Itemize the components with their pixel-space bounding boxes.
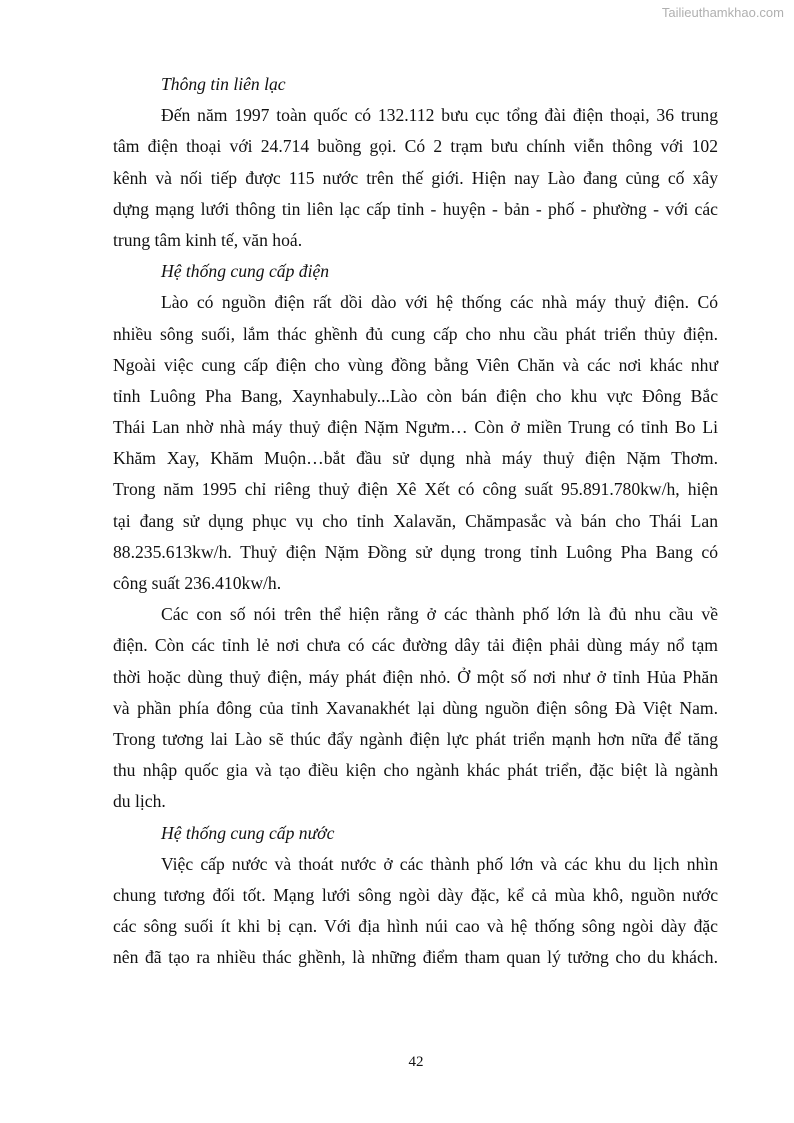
text-line: trung tâm kinh tế, văn hoá. [113,229,303,250]
text-line: điện. Còn các tỉnh lẻ nơi chưa có các đường dây tải điện phải dùng máy nổ tạm [113,635,718,656]
text-line: nên đã tạo ra nhiều thác ghềnh, là những điểm tham quan lý tưởng cho du khách. [113,947,718,968]
text-line: chung tương đối tốt. Mạng lưới sông ngòi dày đặc, kể cả mùa khô, nguồn nước [113,884,718,905]
paragraph [113,849,718,974]
paragraph [113,100,718,256]
text-line: Lào có nguồn điện rất dồi dào với hệ thống các nhà máy thuỷ điện. Có [161,292,718,313]
text-line: Việc cấp nước và thoát nước ở các thành phố lớn và các khu du lịch nhìn [161,853,718,874]
text-line: Đến năm 1997 toàn quốc có 132.112 bưu cục tổng đài điện thoại, 36 trung [161,105,718,126]
text-line: và phần phía đông của tỉnh Xavanakhét lại dùng nguồn điện sông Đà Việt Nam. [113,697,718,718]
text-line: thời hoặc dùng thuỷ điện, máy phát điện nhỏ. Ở một số nơi như ở tỉnh Hủa Phăn [113,666,718,687]
section-heading: Hệ thống cung cấp nước [161,822,335,843]
text-line: tại đang sử dụng phục vụ cho tỉnh Xalavăn, Chămpasắc và bán cho Thái Lan [113,510,718,531]
text-line: du lịch. [113,791,166,812]
text-line: Khăm Xay, Khăm Muộn…bắt đầu sử dụng nhà máy thuỷ điện Nặm Thơm. [113,448,718,469]
text-line: tỉnh Luông Pha Bang, Xaynhabuly...Lào còn bán điện cho khu vực Đông Bắc [113,385,718,406]
text-line: dựng mạng lưới thông tin liên lạc cấp tỉnh - huyện - bản - phố - phường - với các [113,198,718,219]
text-line: thu nhập quốc gia và tạo điều kiện cho ngành khác phát triển, đặc biệt là ngành [113,760,718,781]
document-body [113,69,718,973]
section-heading: Thông tin liên lạc [161,74,286,94]
text-line: tâm điện thoại với 24.714 buồng gọi. Có 2 trạm bưu chính viễn thông với 102 [113,136,718,157]
paragraph [113,599,718,817]
text-line: các sông suối ít khi bị cạn. Với địa hình núi cao và hệ thống sông ngòi dày đặc [113,916,718,937]
text-line: Các con số nói trên thể hiện rằng ở các thành phố lớn là đủ nhu cầu về [161,604,718,625]
text-line: Trong năm 1995 chỉ riêng thuỷ điện Xê Xết có công suất 95.891.780kw/h, hiện [113,479,718,500]
text-line: công suất 236.410kw/h. [113,573,282,593]
text-line: Thái Lan nhờ nhà máy thuỷ điện Nặm Ngưm… Còn ở miền Trung có tỉnh Bo Li [113,417,718,438]
watermark: Tailieuthamkhao.com [661,5,784,20]
page-number: 42 [408,1054,424,1070]
text-line: Trong tương lai Lào sẽ thúc đẩy ngành điện lực phát triển mạnh hơn nữa để tăng [113,728,718,749]
paragraph [113,287,718,599]
section-heading: Hệ thống cung cấp điện [161,261,330,282]
text-line: nhiều sông suối, lắm thác ghềnh đủ cung cấp cho nhu cầu phát triển thủy điện. [113,323,718,344]
text-line: kênh và nối tiếp được 115 nước trên thế giới. Hiện nay Lào đang củng cố xây [113,167,718,188]
text-line: 88.235.613kw/h. Thuỷ điện Nặm Đồng sử dụng trong tỉnh Luông Pha Bang có [113,541,718,562]
text-line: Ngoài việc cung cấp điện cho vùng đồng bằng Viên Chăn và các nơi khác như [113,354,718,375]
